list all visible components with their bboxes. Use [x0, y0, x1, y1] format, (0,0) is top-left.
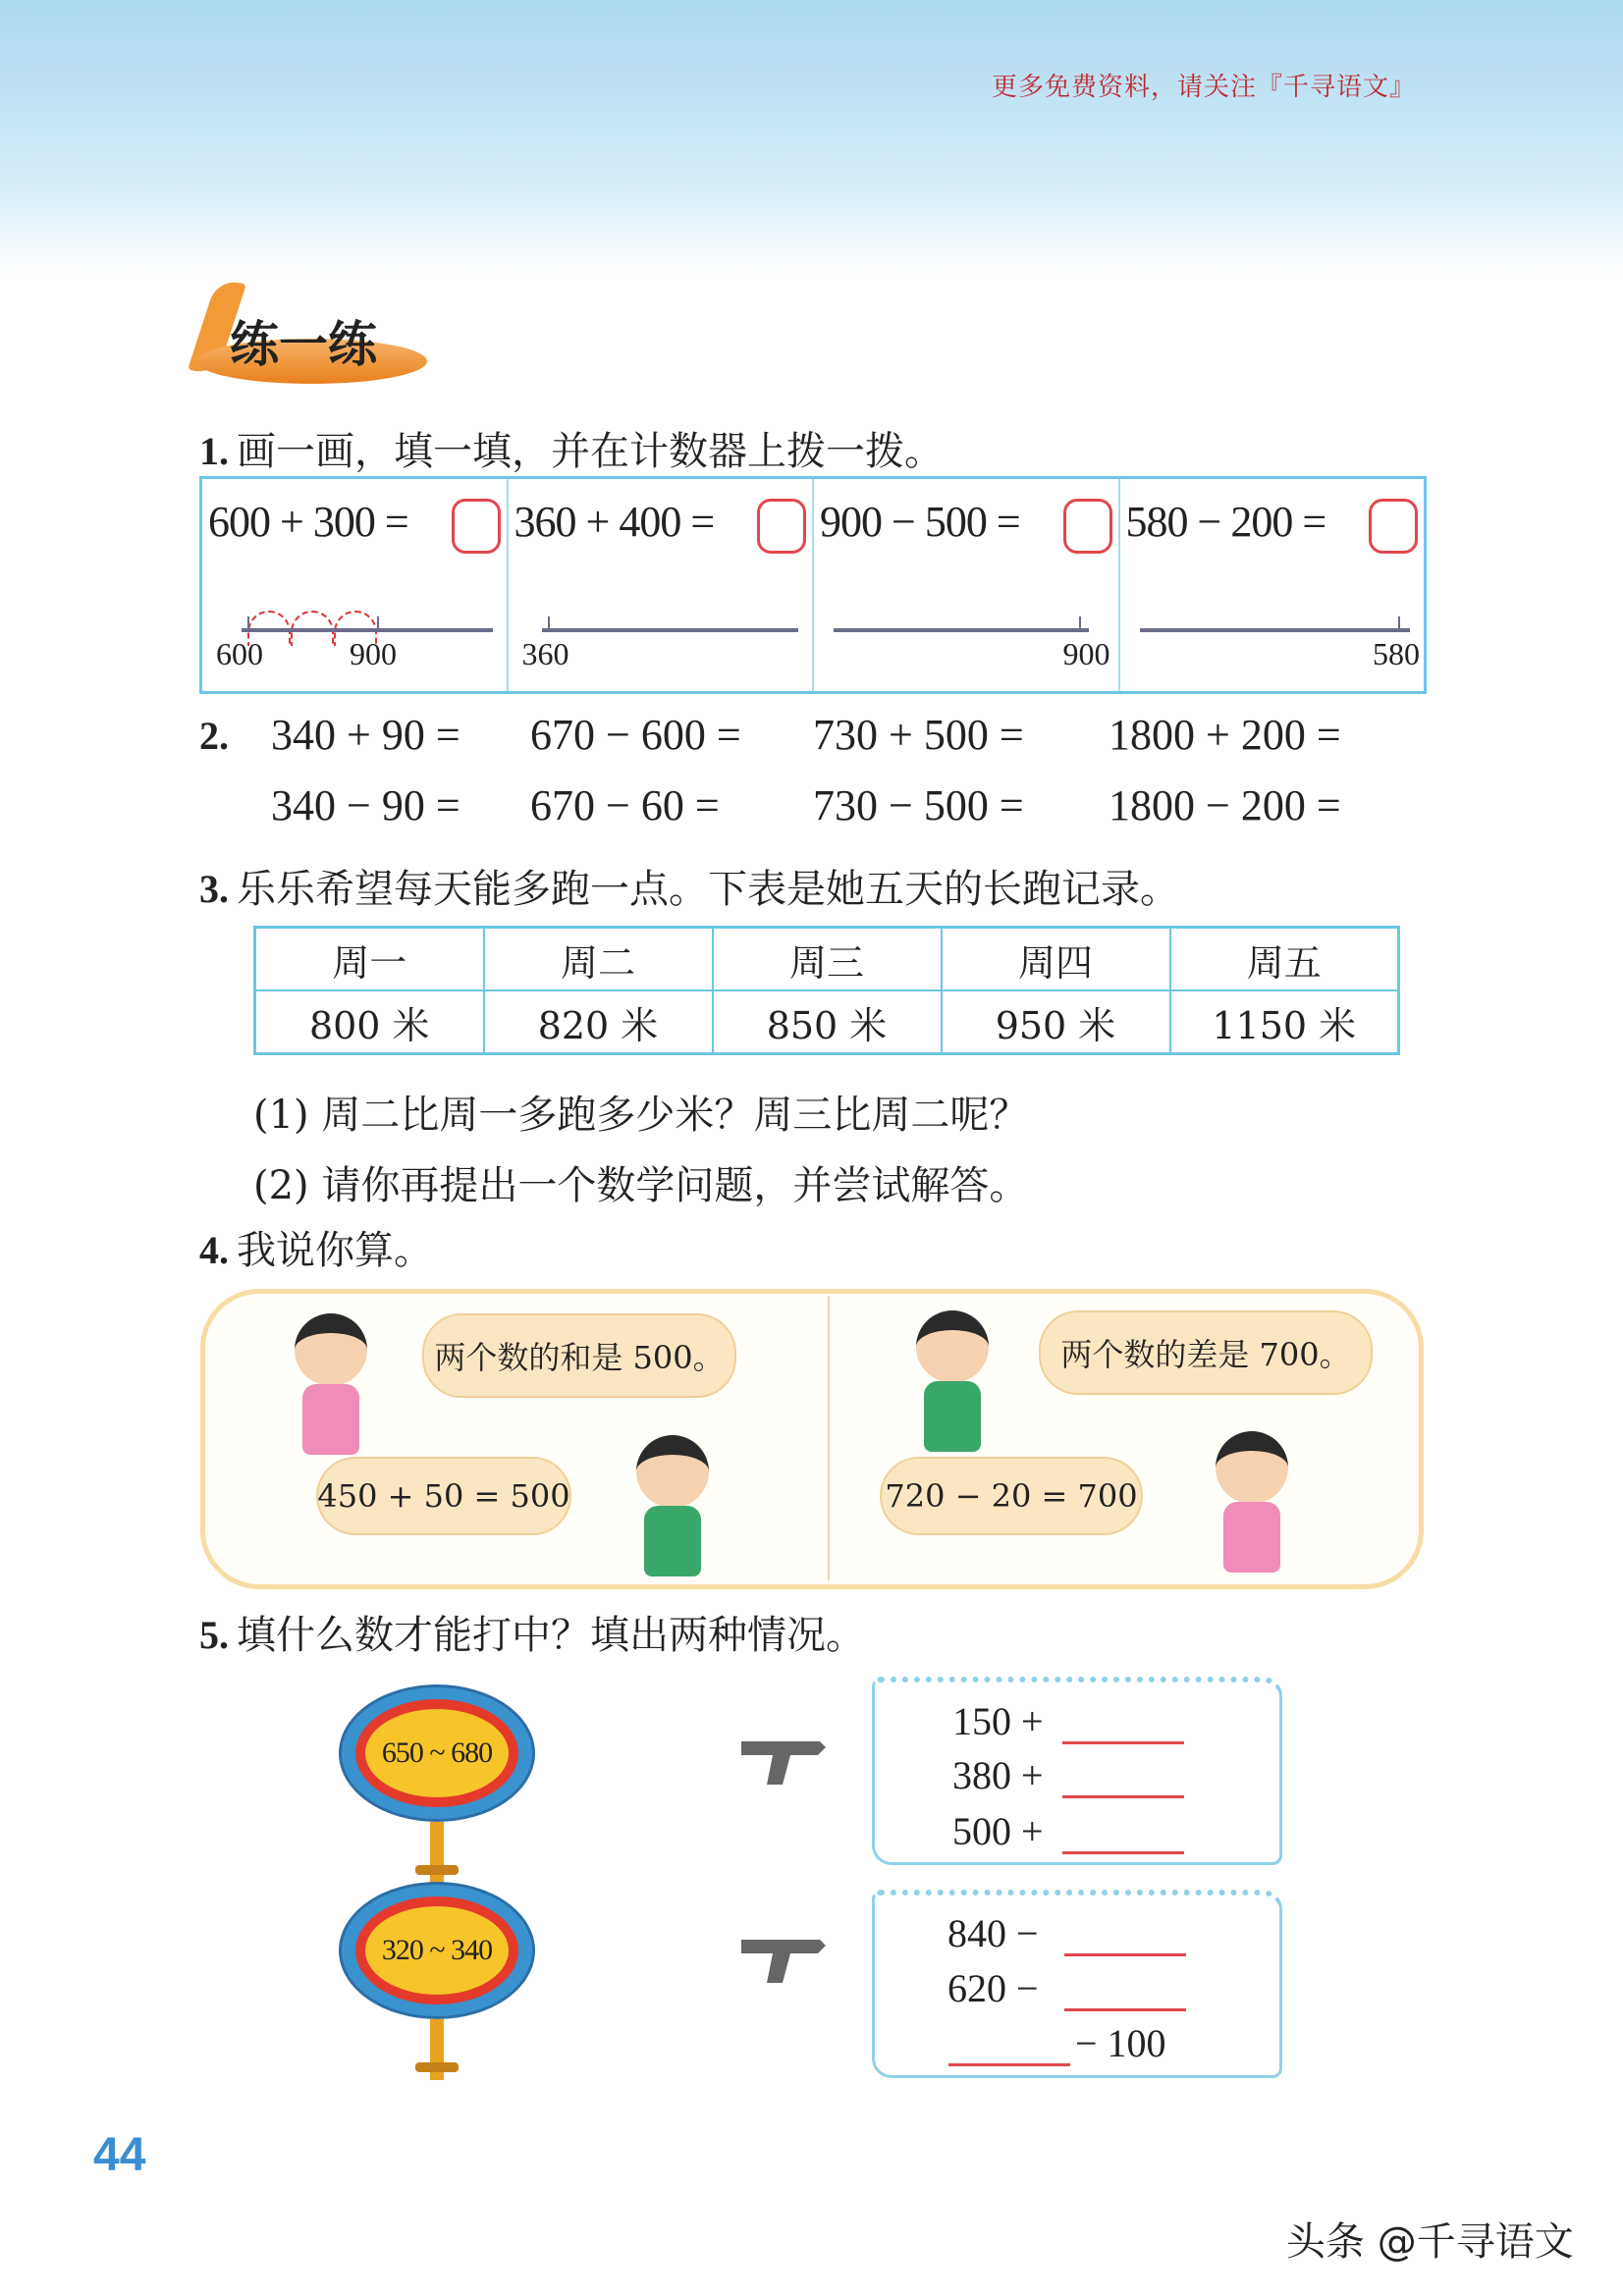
- table-row: 800 米 820 米 850 米 950 米 1150 米: [255, 990, 1399, 1054]
- speech-bubble: 两个数的差是 700。: [1039, 1310, 1373, 1395]
- q1-box: [199, 476, 1427, 694]
- q5-prompt: 5. 填什么数才能打中？填出两种情况。: [199, 1613, 865, 1658]
- answer-blank[interactable]: [1064, 2008, 1186, 2011]
- table-header-row: 周一 周二 周三 周四 周五: [255, 928, 1399, 991]
- q3-sub2: (2) 请你再提出一个数学问题，并尝试解答。: [253, 1163, 1029, 1208]
- boy-illustration: [898, 1310, 1006, 1458]
- answer-box[interactable]: [452, 499, 501, 554]
- bottom-watermark: 头条 @千寻语文: [1286, 2219, 1574, 2265]
- speech-bubble: 450 + 50 = 500: [316, 1457, 571, 1535]
- q3-prompt: 3. 乐乐希望每天能多跑一点。下表是她五天的长跑记录。: [199, 867, 1179, 912]
- running-record-table: [253, 926, 1400, 1055]
- answer-blank[interactable]: [948, 2063, 1070, 2066]
- number-line: [542, 628, 799, 632]
- toy-gun-icon: [739, 1928, 828, 1987]
- q1-cell: 360 + 400 = 360: [509, 479, 815, 691]
- q1-prompt: 1. 画一画，填一填，并在计数器上拨一拨。: [199, 429, 944, 474]
- speech-bubble: 720 − 20 = 700: [880, 1457, 1143, 1535]
- answer-blank[interactable]: [1064, 1953, 1186, 1956]
- page-number: 44: [93, 2129, 146, 2181]
- answer-blank[interactable]: [1062, 1851, 1184, 1854]
- answer-blank[interactable]: [1062, 1741, 1184, 1744]
- section-badge: [196, 278, 427, 388]
- speech-bubble: 两个数的和是 500。: [422, 1313, 736, 1398]
- boy-illustration: [619, 1435, 727, 1582]
- answer-card-1: [872, 1677, 1282, 1865]
- number-line: [242, 628, 493, 632]
- calc-item: 1800 − 200 =: [1109, 781, 1341, 829]
- q4-prompt: 4. 我说你算。: [199, 1228, 433, 1273]
- calc-item: 730 + 500 =: [813, 711, 1024, 759]
- section-title: 练一练: [230, 316, 377, 373]
- calc-item: 670 − 600 =: [530, 711, 741, 759]
- answer-blank[interactable]: [1062, 1795, 1184, 1798]
- q1-cell: 580 − 200 = 580: [1125, 498, 1420, 671]
- q3-sub1: (1) 周二比周一多跑多少米？周三比周二呢？: [253, 1093, 1029, 1138]
- calc-item: 1800 + 200 =: [1109, 711, 1341, 759]
- top-watermark: 更多免费资料，请关注『千寻语文』: [992, 73, 1417, 102]
- calc-item: 730 − 500 =: [813, 781, 1024, 829]
- calc-item: 340 + 90 =: [271, 711, 460, 759]
- calc-item: 340 − 90 =: [271, 781, 460, 829]
- q1-cell: 900 − 500 = 900: [814, 479, 1120, 691]
- calc-item: 670 − 60 =: [530, 781, 720, 829]
- girl-illustration: [277, 1313, 385, 1461]
- target-2: 320 ~ 340: [339, 1882, 535, 2019]
- number-line: [1140, 628, 1411, 632]
- toy-gun-icon: [739, 1730, 828, 1789]
- q1-cell: 600 + 300 = 600 900: [202, 479, 509, 691]
- answer-box[interactable]: [1063, 499, 1112, 554]
- girl-illustration: [1198, 1431, 1306, 1578]
- q2-num: 2.: [199, 714, 229, 758]
- answer-box[interactable]: [1369, 499, 1418, 554]
- target-1: 650 ~ 680: [339, 1684, 535, 1822]
- header-band: [0, 0, 1623, 275]
- answer-box[interactable]: [757, 499, 806, 554]
- number-line: [834, 628, 1089, 632]
